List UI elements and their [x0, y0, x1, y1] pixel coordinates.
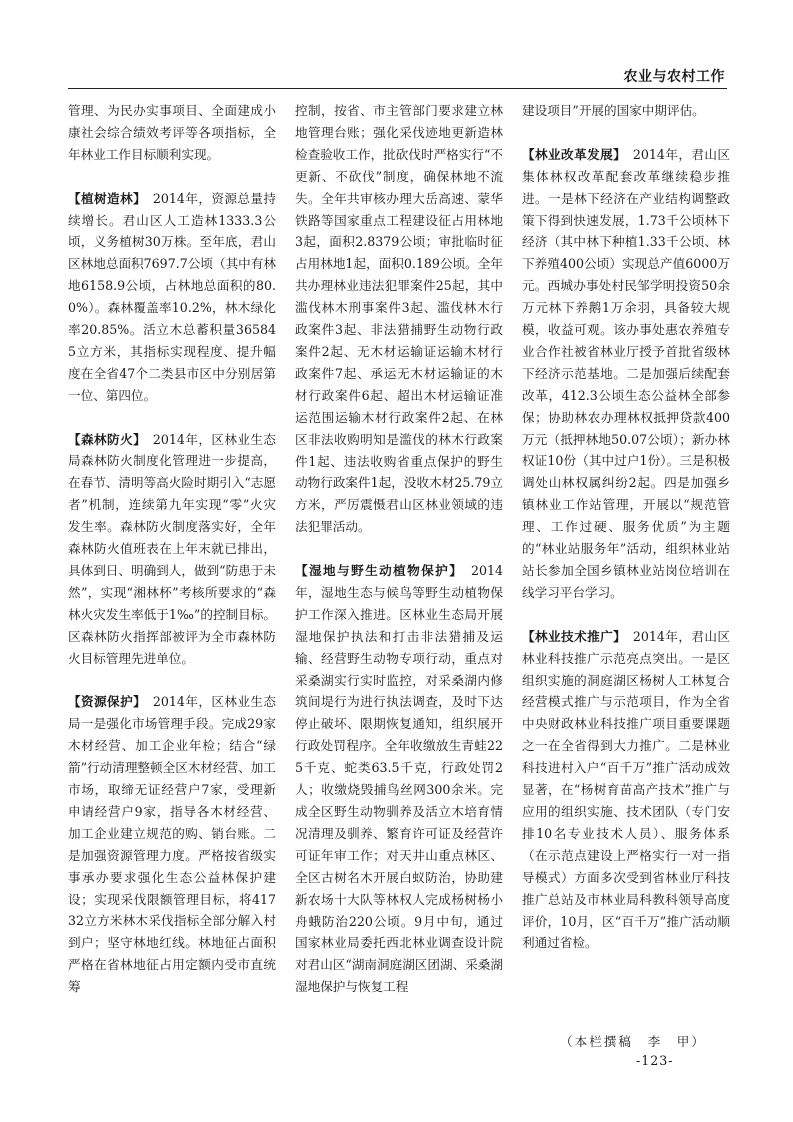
- section-heading: 【湿地与野生动植物保护】: [295, 563, 457, 579]
- section-tree-planting: [68, 188, 276, 407]
- section-heading: 【资源保护】: [68, 694, 140, 710]
- section-heading: 【森林防火】: [68, 431, 140, 447]
- paragraph-text: 2014年，君山区集体林权改革配套改革继续稳步推进。一是林下经济在产业结构调整政策下得到快速发展，1.73千公顷林下经济（其中林下种植1.33千公顷、林下养殖400公顷）实现总产值6000万元。西城办事处村民邹学明投资50余万元林下养鹅1万余羽，具备较大规模，收益可观。该办事处惠农养殖专业合作社被省林业厅授予首批省级林下经济示范基地。二是加强后续配套改革，412.3公顷生态公益林全部参保；协助林农办理林权抵押贷款400万元（抵押林地50.07公顷）；新办林权证10份（其中过户1份）。三是积极调处山林权属纠纷2起。四是加强乡镇林业工作站管理，开展以“规范管理、工作过硬、服务优质”为主题的“林业站服务年”活动，组织林业站站长参加全国乡镇林业站岗位培训在线学习平台学习。: [522, 146, 730, 600]
- paragraph-text: 管理、为民办实事项目、全面建成小康社会综合绩效考评等各项指标，全年林业工作目标顺利实现。: [68, 103, 276, 162]
- running-header: [0, 0, 793, 92]
- paragraph-text: 建设项目”开展的国家中期评估。: [522, 103, 705, 118]
- paragraph-continued: [522, 100, 730, 122]
- paragraph-text: 2014年，资源总量持续增长。君山区人工造林1333.3公顷，义务植树30万株。至年底，君山区林地总面积7697.7公顷（其中有林地6158.9公顷，占林地总面积的80.0%）。森林覆盖率10.2%，林木绿化率20.85%。活立木总蓄积量365845立方米，其指标实现程度、提升幅度在全省47个二类县市区中分别居第一位、第四位。: [68, 190, 276, 403]
- paragraph-text: 2014年，区林业生态局一是强化市场管理手段。完成29家木材经营、加工企业年检；结合“绿箭”行动清理整顿全区木材经营、加工市场，取缔无证经营户7家，受理新申请经营户9家，指导各木材经营、加工企业建立规范的购、销台账。二是加强资源管理力度。严格按省级实事承办要求强化生态公益林保护建设；实现采伐限额管理目标，将41732立方米林木采伐指标全部分解入村到户；坚守林地红线。林地征占面积严格在省林地征占用定额内受市直统筹: [68, 694, 276, 995]
- column-3: [522, 100, 730, 1030]
- article-columns: [68, 100, 730, 1030]
- section-forestry-reform: [522, 144, 730, 604]
- paragraph-text: 控制，按省、市主管部门要求建立林地管理台账；强化采伐迹地更新造林检查验收工作，批砍伐时严格实行“不更新、不砍伐”制度，确保林地不流失。全年共审核办理大岳高速、蒙华铁路等国家重点工程建设征占用林地3起，面积2.8379公顷；审批临时征占用林地1起，面积0.189公顷。全年共办理林业违法犯罪案件25起，其中滥伐林木刑事案件3起、滥伐林木行政案件3起、非法猎捕野生动物行政案件2起、无木材运输证运输木材行政案件7起、承运无木材运输证的木材行政案件6起、超出木材运输证准运范围运输木材行政案件2起、在林区非法收购明知是滥伐的林木行政案件1起、违法收购省重点保护的野生动物行政案件1起，没收木材25.79立方米，严厉震慑君山区林业领域的违法犯罪活动。: [295, 103, 503, 535]
- paragraph-text: 2014年，湿地生态与候鸟等野生动植物保护工作深入推进。区林业生态局开展湿地保护执法和打击非法猎捕及运输、经营野生动物专项行动，重点对采桑湖实行实时监控，对采桑湖内修筑间堤行为进行执法调查，及时下达停止破坏、限期恢复通知，组织展开行政处罚程序。全年收缴放生青蛙225千克、蛇类63.5千克，行政处罚2人；收缴烧毁捕鸟丝网300余米。完成全区野生动物驯养及活立木培育情况清理及驯养、繁育许可证及经营许可证年审工作；对天井山重点林区、全区古树名木开展白蚁防治，协助建新农场十大队等林权人完成杨树杨小舟蛾防治220公顷。9月中旬，通过国家林业局委托西北林业调查设计院对君山区“湖南洞庭湖区团湖、采桑湖湿地保护与恢复工程: [295, 563, 503, 995]
- column-2: [295, 100, 503, 1030]
- paragraph-text: 2014年，君山区林业科技推广示范亮点突出。一是区组织实施的洞庭湖区杨树人工林复合经营模式推广与示范项目，作为全省中央财政林业科技推广项目重要课题之一在全省得到大力推广。二是林业科技进村入户“百千万”推广活动成效显著，在“杨树育苗高产技术”推广与应用的组织实施、技术团队（专门安排10名专业技术人员）、服务体系（在示范点建设上严格实行一对一指导模式）方面多次受到省林业厅科技推广总站及市林业局科教科领导高度评价，10月，区“百千万”推广活动顺利通过省检。: [522, 628, 730, 951]
- section-heading: 【植树造林】: [68, 190, 140, 206]
- header-rule: [68, 88, 727, 89]
- section-heading: 【林业改革发展】: [522, 146, 620, 162]
- section-title: 农业与农村工作: [623, 69, 725, 85]
- column-1: [68, 100, 276, 1030]
- section-fire-prevention: [68, 429, 276, 670]
- section-technology-promotion: [522, 626, 730, 955]
- author-credit: （本栏撰稿 李 甲）: [560, 1034, 706, 1049]
- paragraph-continued: [295, 100, 503, 538]
- section-heading: 【林业技术推广】: [522, 628, 620, 644]
- section-resource-protection: [68, 691, 276, 998]
- paragraph-continued: [68, 100, 276, 166]
- page-number: -123-: [636, 1053, 674, 1068]
- section-wetland-wildlife: [295, 560, 503, 998]
- paragraph-text: 2014年，区林业生态局森林防火制度化管理进一步提高，在春节、清明等高火险时期引入“志愿者”机制，连续第九年实现“零”火灾发生率。森林防火制度落实好，全年森林防火值班表在上年末就已排出，具体到日、明确到人，做到“防患于未然”，实现“湘林杯”考核所要求的“森林火灾发生率低于1‰”的控制目标。区森林防火指挥部被评为全市森林防火目标管理先进单位。: [68, 431, 276, 666]
